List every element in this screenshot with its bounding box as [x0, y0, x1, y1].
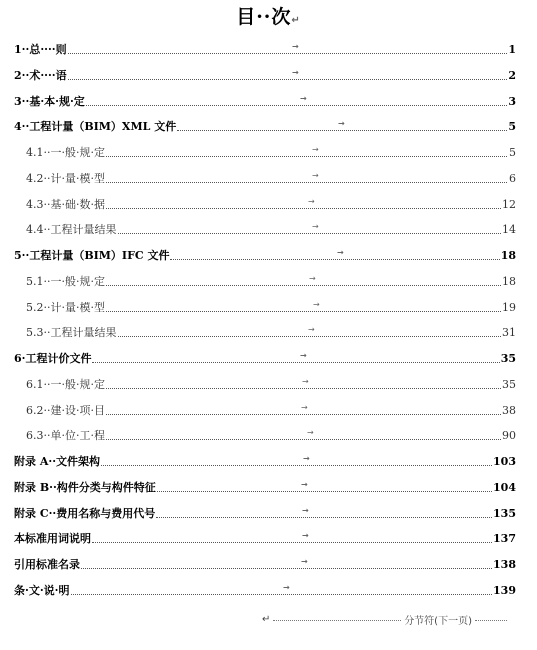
- tab-mark-icon: →: [300, 93, 307, 103]
- toc-entry[interactable]: [14, 348, 516, 366]
- section-break-line: [475, 619, 507, 621]
- dot-leader: [157, 490, 492, 492]
- dot-leader: [106, 284, 501, 286]
- toc-entry-label: 3··基·本·规·定: [14, 94, 85, 108]
- toc-entry-label: 5.1··一·般·规·定: [26, 274, 105, 288]
- section-break: [262, 612, 510, 627]
- toc-subentry[interactable]: [26, 168, 516, 186]
- section-break-label: 分节符(下一页): [404, 616, 472, 627]
- dot-leader: [170, 258, 499, 260]
- toc-page-number: 35: [502, 377, 516, 391]
- tab-mark-icon: →: [292, 42, 299, 51]
- toc-entry-label: 4··工程计量（BIM）XML 文件: [14, 120, 177, 134]
- toc-page-number: 19: [502, 300, 516, 314]
- tab-mark-icon: →: [312, 145, 319, 154]
- toc-entry-label: 1··总····则: [14, 43, 67, 56]
- toc-entry-label: 4.4··工程计量结果: [26, 223, 117, 237]
- tab-mark-icon: →: [301, 479, 308, 489]
- dot-leader: [106, 438, 501, 440]
- dot-leader: [101, 464, 492, 466]
- toc-page-number: 139: [493, 583, 516, 597]
- tab-mark-icon: →: [337, 248, 344, 257]
- toc-page-number: 138: [493, 558, 516, 571]
- toc-entry-label: 4.2··计·量·模·型: [26, 171, 105, 185]
- toc-entry-label: 5.3··工程计量结果: [26, 326, 117, 340]
- toc-entry[interactable]: [14, 116, 516, 134]
- tab-mark-icon: →: [312, 222, 319, 232]
- toc-page-number: 18: [500, 249, 516, 262]
- toc-entry[interactable]: [14, 39, 516, 57]
- toc-entry-label: 附录 C··费用名称与费用代号: [14, 506, 156, 520]
- toc-entry[interactable]: [14, 477, 516, 495]
- tab-mark-icon: →: [301, 402, 308, 412]
- tab-mark-icon: →: [302, 376, 309, 386]
- toc-entry-label: 5.2··计·量·模·型: [26, 300, 105, 314]
- paragraph-mark-icon: ↵: [262, 614, 271, 625]
- tab-mark-icon: →: [308, 325, 315, 335]
- dot-leader: [156, 516, 492, 518]
- toc-page-number: 31: [502, 326, 516, 340]
- tab-mark-icon: →: [312, 170, 319, 180]
- toc-page-number: 18: [502, 274, 516, 288]
- toc-entry-label: 6.2··建·设·项·目: [26, 403, 105, 417]
- toc-entry-label: 4.3··基·础·数·据: [26, 197, 105, 211]
- dot-leader: [71, 593, 493, 595]
- toc-subentry[interactable]: [26, 425, 516, 443]
- toc-page-number: 3: [508, 94, 516, 108]
- toc-page-number: 1: [508, 43, 516, 56]
- section-break-line: [273, 619, 401, 621]
- tab-mark-icon: →: [302, 505, 309, 515]
- dot-leader: [106, 207, 501, 209]
- toc-page-number: 12: [502, 197, 516, 211]
- toc-entry[interactable]: [14, 91, 516, 109]
- toc-subentry[interactable]: [26, 219, 516, 237]
- tab-mark-icon: →: [308, 196, 315, 206]
- tab-mark-icon: →: [292, 67, 299, 77]
- toc-entry-label: 引用标准名录: [14, 558, 80, 571]
- tab-mark-icon: →: [307, 428, 314, 438]
- toc-page-number: 38: [502, 403, 516, 417]
- toc-entry-label: 2··术····语: [14, 68, 67, 82]
- toc-entry-label: 6.3··单·位·工·程: [26, 429, 105, 443]
- toc-title: 目··次↵: [236, 6, 301, 28]
- toc-subentry[interactable]: [26, 400, 516, 418]
- toc-page-number: 104: [493, 480, 516, 494]
- toc-entry-label: 6·工程计价文件: [14, 352, 92, 365]
- tab-mark-icon: →: [309, 273, 316, 283]
- tab-mark-icon: →: [300, 351, 307, 360]
- toc-entry[interactable]: [14, 580, 516, 598]
- toc-page-number: 90: [502, 429, 516, 443]
- tab-mark-icon: →: [302, 531, 309, 541]
- toc-entry[interactable]: [14, 528, 516, 546]
- dot-leader: [68, 78, 507, 80]
- toc-page-number: 137: [493, 532, 516, 546]
- toc-page-number: 35: [500, 352, 516, 365]
- tab-mark-icon: →: [313, 299, 320, 309]
- toc-page-number: 5: [509, 146, 516, 159]
- dot-leader: [92, 541, 492, 543]
- toc-page-number: 6: [509, 171, 516, 185]
- dot-leader: [106, 181, 507, 183]
- toc-subentry[interactable]: [26, 142, 516, 160]
- dot-leader: [106, 310, 501, 312]
- toc-page-number: 2: [508, 68, 516, 82]
- toc-subentry[interactable]: [26, 271, 516, 289]
- toc-entry-label: 附录 B··构件分类与构件特征: [14, 480, 156, 494]
- dot-leader: [118, 232, 502, 234]
- toc-page-number: 14: [502, 223, 516, 237]
- toc-entry-label: 条·文·说·明: [14, 583, 70, 597]
- tab-mark-icon: →: [303, 454, 310, 463]
- toc-entry[interactable]: [14, 451, 516, 469]
- toc-page-number: 103: [493, 455, 516, 468]
- tab-mark-icon: →: [283, 582, 290, 592]
- toc-entry-label: 6.1··一·般·规·定: [26, 377, 105, 391]
- toc-subentry[interactable]: [26, 322, 516, 340]
- toc-entry[interactable]: [14, 65, 516, 83]
- toc-subentry[interactable]: [26, 297, 516, 315]
- dot-leader: [68, 52, 507, 54]
- toc-entry[interactable]: [14, 554, 516, 572]
- toc-entry-label: 附录 A··文件架构: [14, 455, 101, 468]
- toc-entry[interactable]: [14, 245, 516, 263]
- toc-entry-label: 本标准用词说明: [14, 532, 91, 546]
- dot-leader: [92, 361, 499, 363]
- toc-subentry[interactable]: [26, 374, 516, 392]
- toc-subentry[interactable]: [26, 194, 516, 212]
- dot-leader: [106, 155, 507, 157]
- toc-page-number: 5: [508, 120, 516, 134]
- toc-entry-label: 4.1··一·般·规·定: [26, 146, 105, 159]
- toc-entry-label: 5··工程计量（BIM）IFC 文件: [14, 249, 170, 262]
- dot-leader: [81, 567, 492, 569]
- dot-leader: [86, 104, 507, 106]
- tab-mark-icon: →: [301, 557, 308, 566]
- toc-page-number: 135: [493, 506, 516, 520]
- tab-mark-icon: →: [338, 119, 345, 129]
- toc-entry[interactable]: [14, 503, 516, 521]
